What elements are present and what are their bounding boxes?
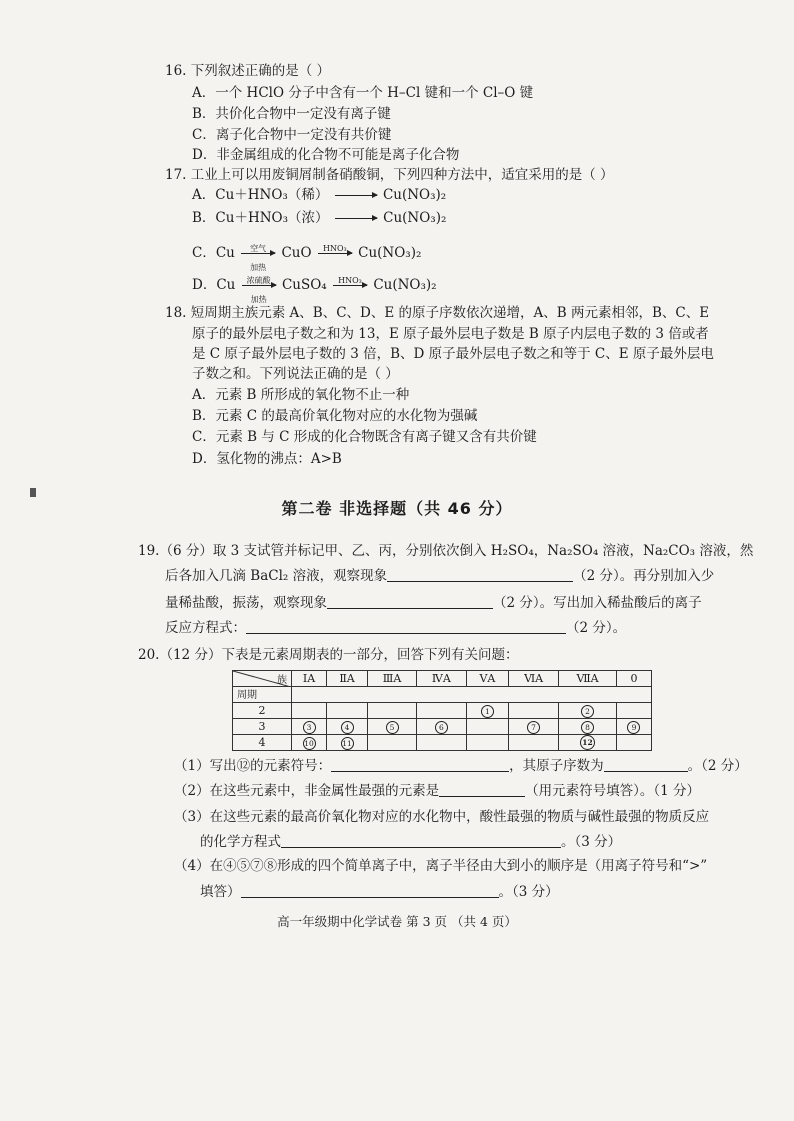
q16-option-b: B．共价化合物中一定没有离子键 bbox=[192, 106, 391, 122]
q17-c-intermediate: CuO bbox=[281, 245, 312, 261]
element-marker-6: 6 bbox=[435, 721, 448, 734]
q16-option-c: C．离子化合物中一定没有共价键 bbox=[192, 127, 392, 143]
table-cell bbox=[616, 735, 651, 751]
q19-line-2 bbox=[165, 567, 714, 585]
arrow-condition-top: 浓硫酸 bbox=[246, 276, 271, 285]
period-label: 4 bbox=[233, 735, 292, 751]
q18-option-b: B．元素 C 的最高价氧化物对应的水化物为强碱 bbox=[192, 408, 478, 424]
answer-blank[interactable] bbox=[331, 757, 509, 772]
table-cell bbox=[509, 735, 559, 751]
element-marker-8: 8 bbox=[581, 721, 594, 734]
table-cell bbox=[416, 703, 466, 719]
group-header: ⅠA bbox=[292, 671, 327, 687]
group-header: ⅤA bbox=[466, 671, 508, 687]
table-cell bbox=[466, 735, 508, 751]
table-cell bbox=[559, 735, 617, 751]
table-cell bbox=[559, 703, 617, 719]
q20-text: （1）写出⑫的元素符号： bbox=[174, 758, 332, 774]
table-cell bbox=[466, 719, 508, 735]
q20-text: 。（2 分） bbox=[687, 758, 748, 774]
group-header: ⅦA bbox=[559, 671, 617, 687]
reaction-arrow bbox=[241, 244, 275, 272]
arrow-condition-top: 空气 bbox=[250, 244, 267, 253]
q18-option-c: C．元素 B 与 C 形成的化合物既含有离子键又含有共价键 bbox=[192, 429, 537, 445]
q17-a-reactants: A．Cu＋HNO₃（稀） bbox=[192, 187, 329, 203]
q17-option-c bbox=[192, 244, 422, 272]
q18-option-d: D．氢化物的沸点：A>B bbox=[192, 451, 342, 467]
table-cell bbox=[509, 719, 559, 735]
reaction-arrow bbox=[333, 276, 367, 286]
answer-blank[interactable] bbox=[246, 619, 566, 634]
table-cell bbox=[327, 735, 368, 751]
q17-stem: 17. 工业上可以用废铜屑制备硝酸铜，下列四种方法中，适宜采用的是（ ） bbox=[165, 167, 614, 183]
group-header: ⅢA bbox=[368, 671, 417, 687]
table-cell bbox=[559, 719, 617, 735]
table-corner bbox=[233, 671, 292, 687]
periodic-table bbox=[232, 670, 652, 749]
q18-line-4: 子数之和。下列说法正确的是（ ） bbox=[192, 366, 399, 382]
element-marker-5: 5 bbox=[386, 721, 399, 734]
q17-d-product: Cu(NO₃)₂ bbox=[373, 277, 437, 293]
q19-text: 量稀盐酸，振荡，观察现象 bbox=[165, 595, 327, 611]
q20-text: 。（3 分） bbox=[498, 884, 559, 900]
q19-line-1: 19.（6 分）取 3 支试管并标记甲、乙、丙，分别依次倒入 H₂SO₄，Na₂SO₄ 溶液，Na₂CO₃ 溶液，然 bbox=[138, 543, 754, 559]
q19-line-3 bbox=[165, 594, 702, 612]
table-cell bbox=[368, 735, 417, 751]
q20-text: 的化学方程式 bbox=[200, 834, 281, 850]
q20-sub-4-cont bbox=[200, 883, 559, 901]
answer-blank[interactable] bbox=[281, 833, 561, 848]
table-cell bbox=[292, 719, 327, 735]
element-marker-11: 11 bbox=[342, 738, 352, 748]
element-marker-10: 10 bbox=[304, 738, 314, 748]
table-cell bbox=[292, 703, 327, 719]
answer-blank[interactable] bbox=[327, 594, 493, 609]
period-corner bbox=[233, 687, 292, 703]
q20-text: （2）在这些元素中，非金属性最强的元素是 bbox=[174, 783, 440, 799]
group-header: ⅣA bbox=[416, 671, 466, 687]
q20-text: 填答） bbox=[200, 884, 241, 900]
page-footer: 高一年级期中化学试卷 第 3 页 （共 4 页） bbox=[277, 914, 517, 929]
q20-text: （用元素符号填答）。（1 分） bbox=[525, 783, 700, 799]
corner-group-label: 族 bbox=[277, 675, 287, 686]
answer-blank[interactable] bbox=[387, 567, 573, 582]
q17-option-a bbox=[192, 186, 446, 204]
q17-b-product: Cu(NO₃)₂ bbox=[383, 210, 447, 226]
q18-option-a: A．元素 B 所形成的氧化物不止一种 bbox=[192, 387, 410, 403]
q20-sub-3-cont bbox=[200, 833, 621, 851]
q18-line-2: 原子的最外层电子数之和为 13，E 原子最外层电子数是 B 原子内层电子数的 3 倍或者 bbox=[192, 326, 709, 342]
q17-option-d bbox=[192, 276, 437, 304]
q18-line-1: 18. 短周期主族元素 A、B、C、D、E 的原子序数依次递增，A、B 两元素相邻，B、C、E bbox=[165, 305, 710, 321]
table-cell bbox=[327, 719, 368, 735]
q17-d-intermediate: CuSO₄ bbox=[281, 277, 327, 293]
q17-option-b bbox=[192, 209, 446, 227]
table-cell bbox=[509, 703, 559, 719]
q16-stem: 16. 下列叙述正确的是（ ） bbox=[165, 63, 331, 79]
arrow-condition-bottom: 加热 bbox=[250, 295, 267, 304]
element-marker-9: 9 bbox=[627, 721, 640, 734]
corner-period-label: 周期 bbox=[237, 690, 257, 701]
group-header: ⅡA bbox=[327, 671, 368, 687]
q20-stem: 20.（12 分）下表是元素周期表的一部分，回答下列有关问题： bbox=[138, 647, 519, 663]
q20-text: ，其原子序数为 bbox=[509, 758, 604, 774]
q17-a-product: Cu(NO₃)₂ bbox=[382, 187, 447, 203]
q20-sub-1 bbox=[174, 757, 748, 775]
element-marker-1: 1 bbox=[481, 705, 494, 718]
table-spacer-row bbox=[292, 687, 652, 703]
answer-blank[interactable] bbox=[241, 883, 499, 898]
q20-sub-3: （3）在这些元素的最高价氧化物对应的水化物中，酸性最强的物质与碱性最强的物质反应 bbox=[174, 809, 710, 825]
q17-b-reactants: B．Cu＋HNO₃（浓） bbox=[192, 210, 329, 226]
q19-text: （2 分）。写出加入稀盐酸后的离子 bbox=[493, 595, 702, 611]
table-cell bbox=[368, 719, 417, 735]
section-title: 第二卷 非选择题（共 46 分） bbox=[281, 499, 513, 518]
element-marker-7: 7 bbox=[527, 721, 540, 734]
q16-option-d: D．非金属组成的化合物不可能是离子化合物 bbox=[192, 147, 460, 163]
answer-blank[interactable] bbox=[604, 757, 688, 772]
q17-d-start: D．Cu bbox=[192, 277, 236, 293]
reaction-arrow bbox=[335, 195, 377, 196]
element-marker-4: 4 bbox=[341, 721, 354, 734]
q19-text: （2 分）。 bbox=[566, 620, 627, 636]
element-marker-2: 2 bbox=[581, 705, 594, 718]
q19-text: 反应方程式： bbox=[165, 620, 246, 636]
table-cell bbox=[616, 719, 651, 735]
period-label: 3 bbox=[233, 719, 292, 735]
arrow-condition-bottom: 加热 bbox=[250, 263, 267, 272]
q20-sub-4: （4）在④⑤⑦⑧形成的四个简单离子中，离子半径由大到小的顺序是（用离子符号和“>” bbox=[174, 858, 708, 874]
reaction-arrow bbox=[242, 276, 276, 304]
group-header: 0 bbox=[616, 671, 651, 687]
arrow-condition-top: HNO₃ bbox=[338, 276, 362, 285]
q19-text: （2 分）。再分别加入少 bbox=[573, 568, 715, 584]
period-label: 2 bbox=[233, 703, 292, 719]
q19-text: 后各加入几滴 BaCl₂ 溶液，观察现象 bbox=[165, 568, 388, 584]
q20-sub-2 bbox=[174, 782, 700, 800]
table-cell bbox=[292, 735, 327, 751]
q17-c-start: C．Cu bbox=[192, 245, 235, 261]
q18-line-3: 是 C 原子最外层电子数的 3 倍，B、D 原子最外层电子数之和等于 C、E 原子最外层电 bbox=[192, 346, 714, 362]
element-marker-3: 3 bbox=[303, 721, 316, 734]
reaction-arrow bbox=[318, 244, 352, 254]
answer-blank[interactable] bbox=[439, 782, 525, 797]
group-header: ⅥA bbox=[509, 671, 559, 687]
q20-text: 。（3 分） bbox=[561, 834, 622, 850]
element-marker-12: 12 bbox=[580, 735, 595, 750]
table-cell bbox=[368, 703, 417, 719]
q16-option-a: A．一个 HClO 分子中含有一个 H–Cl 键和一个 Cl–O 键 bbox=[192, 85, 534, 101]
reaction-arrow bbox=[335, 218, 377, 219]
q19-line-4 bbox=[165, 619, 626, 637]
table-cell bbox=[466, 703, 508, 719]
table-cell bbox=[616, 703, 651, 719]
table-cell bbox=[416, 735, 466, 751]
table-cell bbox=[416, 719, 466, 735]
arrow-condition-top: HNO₃ bbox=[322, 244, 347, 253]
q17-c-product: Cu(NO₃)₂ bbox=[358, 245, 422, 261]
table-cell bbox=[327, 703, 368, 719]
